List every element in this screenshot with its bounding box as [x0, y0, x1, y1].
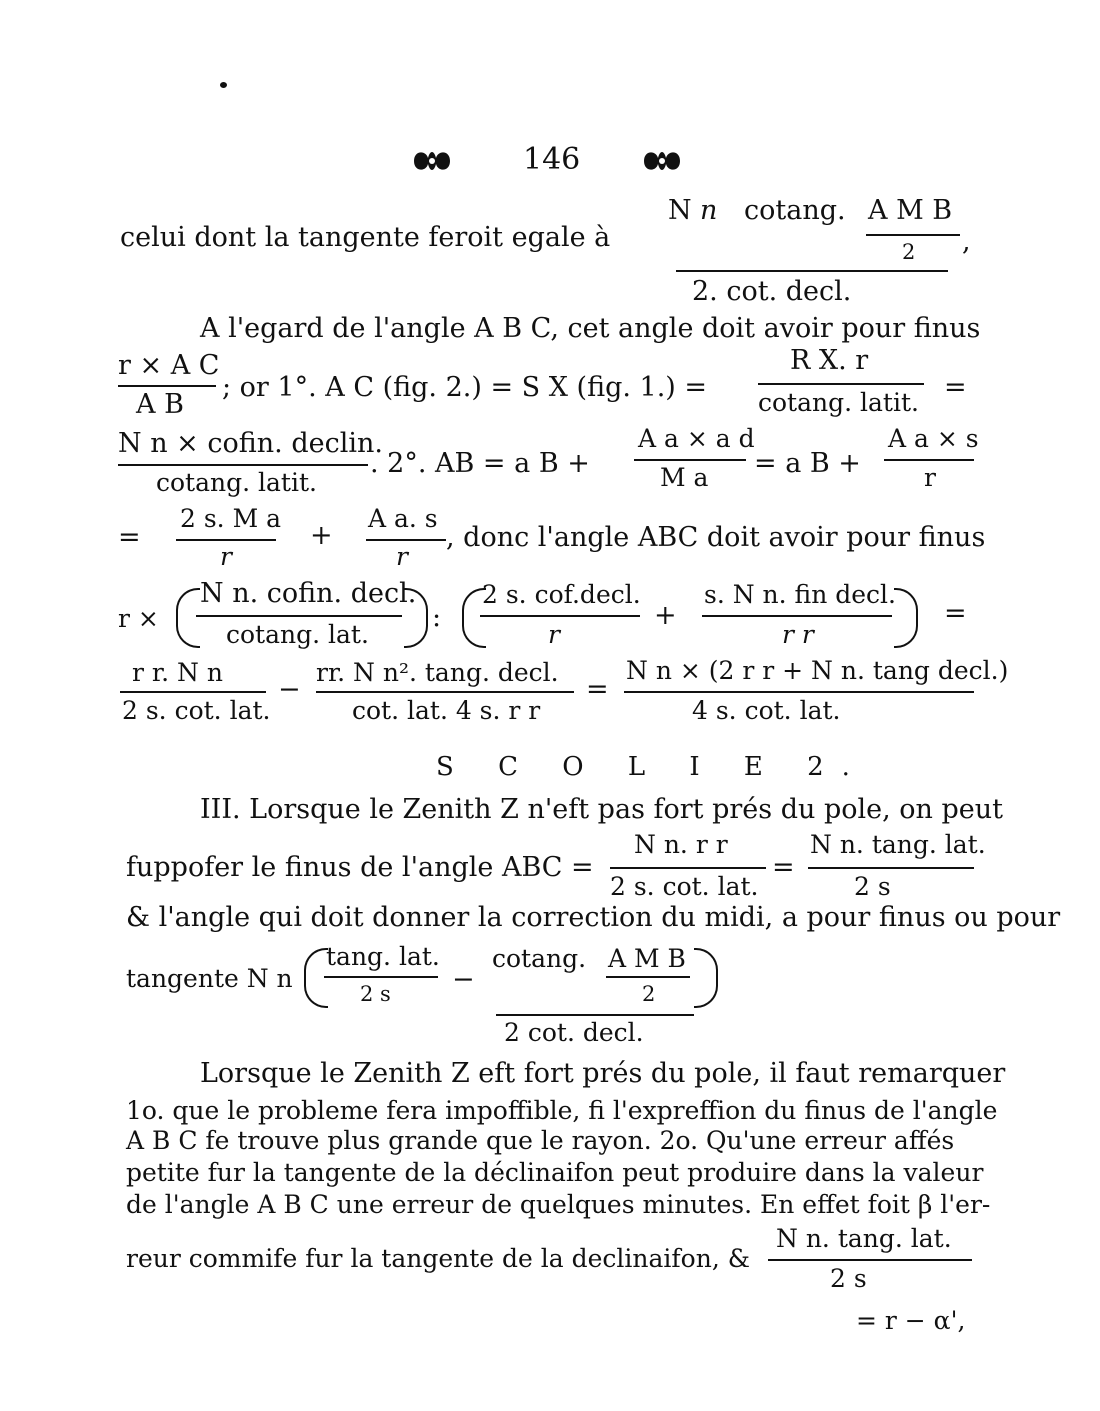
- fraction-bar: [768, 1259, 972, 1261]
- math-text: r ×: [118, 604, 159, 633]
- text-line: A B C fe trouve plus grande que le rayon. 2o. Qu'une erreur affés: [126, 1126, 955, 1155]
- math-text: =: [944, 598, 967, 629]
- page-number: 146: [523, 142, 581, 177]
- ornament-right-icon: [640, 146, 684, 176]
- fraction-bar: [610, 867, 766, 869]
- fraction-bar: [702, 615, 892, 617]
- math-text: = a B +: [754, 448, 861, 479]
- fraction-bar: [496, 1014, 694, 1016]
- math-text: A B: [136, 389, 184, 420]
- math-text: A M B: [608, 944, 686, 973]
- math-text: s. N n. fin decl.: [704, 580, 897, 609]
- text-line: A l'egard de l'angle A B C, cet angle doit avoir pour finus: [200, 313, 981, 344]
- math-text: −: [278, 674, 301, 705]
- fraction-bar: [120, 691, 266, 693]
- math-text: −: [452, 964, 475, 995]
- section-heading: S C O L I E 2.: [436, 752, 868, 782]
- math-text: =: [586, 674, 609, 705]
- math-text: 2 s. cot. lat.: [610, 872, 759, 901]
- math-text: N n × (2 r r + N n. tang decl.): [626, 656, 1009, 685]
- math-text: cotang. latit.: [156, 468, 317, 497]
- math-text: 2: [902, 240, 916, 264]
- math-text: = r − α',: [856, 1306, 966, 1335]
- math-text: A M B: [868, 195, 953, 226]
- math-text: 2: [642, 982, 656, 1006]
- paren-right: [894, 588, 918, 648]
- math-text: N n. cofin. decl.: [200, 578, 417, 609]
- math-text: r r. N n: [132, 658, 223, 687]
- math-text: r: [924, 463, 936, 492]
- fraction-bar: [866, 234, 960, 236]
- math-text: :: [432, 602, 442, 633]
- ink-dot: [220, 82, 227, 88]
- math-text: r: [396, 542, 408, 571]
- fraction-bar: [758, 383, 924, 385]
- fraction-bar: [884, 459, 974, 461]
- math-text: 2 s. cof.decl.: [482, 580, 641, 609]
- math-text: N n. tang. lat.: [810, 830, 986, 859]
- math-text: N n. tang. lat.: [776, 1224, 952, 1253]
- math-text: r: [548, 620, 560, 649]
- math-text: 2 s: [854, 872, 891, 901]
- text-line: , donc l'angle ABC doit avoir pour finus: [446, 522, 986, 553]
- fraction-bar: [808, 867, 974, 869]
- math-text: r r: [782, 620, 814, 649]
- math-text: 2 s: [360, 982, 391, 1006]
- math-text: 4 s. cot. lat.: [692, 696, 841, 725]
- math-text: . 2°. AB = a B +: [370, 448, 590, 479]
- paren-left: [304, 948, 328, 1008]
- math-text: 2 s: [830, 1264, 867, 1293]
- math-text: +: [310, 520, 333, 551]
- text-line: III. Lorsque le Zenith Z n'eft pas fort prés du pole, on peut: [200, 794, 1003, 825]
- text-line: & l'angle qui doit donner la correction du midi, a pour finus ou pour: [126, 902, 1061, 933]
- text-line: de l'angle A B C une erreur de quelques minutes. En effet foit β l'er-: [126, 1190, 991, 1219]
- math-text: N n. r r: [634, 830, 728, 859]
- math-text: M a: [660, 463, 709, 492]
- fraction-bar: [606, 976, 690, 978]
- fraction-bar: [366, 539, 446, 541]
- math-text: rr. N n². tang. decl.: [316, 658, 559, 687]
- math-text: tang. lat.: [326, 942, 440, 971]
- math-text: 2 s. cot. lat.: [122, 696, 271, 725]
- math-text: A a × s: [888, 424, 979, 453]
- math-text: 2. cot. decl.: [692, 276, 852, 307]
- paren-right: [694, 948, 718, 1008]
- math-text: 2 s. M a: [180, 504, 282, 533]
- fraction-bar: [196, 615, 402, 617]
- math-text: cotang.: [744, 195, 846, 226]
- math-text: 2 cot. decl.: [504, 1018, 644, 1047]
- math-text: ,: [962, 226, 971, 257]
- fraction-bar: [324, 976, 438, 978]
- math-text: N n × cofin. declin.: [118, 428, 383, 459]
- fraction-bar: [676, 270, 948, 272]
- fraction-bar: [118, 464, 368, 466]
- fraction-bar: [176, 539, 276, 541]
- fraction-bar: [480, 615, 640, 617]
- text-line: fuppofer le finus de l'angle ABC =: [126, 852, 594, 883]
- math-text: =: [944, 372, 967, 403]
- fraction-bar: [624, 691, 974, 693]
- math-text: =: [118, 522, 141, 553]
- math-text: cotang.: [492, 944, 587, 973]
- text-line: tangente N n: [126, 964, 293, 993]
- paren-left: [176, 588, 200, 648]
- paren-right: [404, 588, 428, 648]
- math-text: r × A C: [118, 350, 220, 381]
- fraction-bar: [634, 459, 746, 461]
- text-line: reur commife fur la tangente de la declinaifon, &: [126, 1244, 750, 1273]
- math-text: cot. lat. 4 s. r r: [352, 696, 541, 725]
- math-text: =: [772, 852, 795, 883]
- math-text: A a. s: [368, 504, 438, 533]
- text-line: petite fur la tangente de la déclinaifon peut produire dans la valeur: [126, 1158, 984, 1187]
- fraction-bar: [118, 385, 216, 387]
- math-n: n: [700, 195, 718, 226]
- text-line: 1o. que le probleme fera impoffible, fi l'expreffion du finus de l'angle: [126, 1096, 998, 1125]
- fraction-bar: [316, 691, 574, 693]
- math-text: A a × a d: [638, 424, 755, 453]
- text-line: Lorsque le Zenith Z eft fort prés du pole, il faut remarquer: [200, 1058, 1006, 1089]
- math-text: cotang. latit.: [758, 388, 919, 417]
- text-line: celui dont la tangente feroit egale à: [120, 222, 611, 253]
- math-text: R X. r: [790, 345, 869, 376]
- math-text: cotang. lat.: [226, 620, 369, 649]
- math-n: N: [668, 195, 692, 226]
- math-text: ; or 1°. A C (fig. 2.) = S X (fig. 1.) =: [222, 372, 708, 403]
- math-text: +: [654, 600, 677, 631]
- ornament-left-icon: [410, 146, 454, 176]
- math-text: r: [220, 542, 232, 571]
